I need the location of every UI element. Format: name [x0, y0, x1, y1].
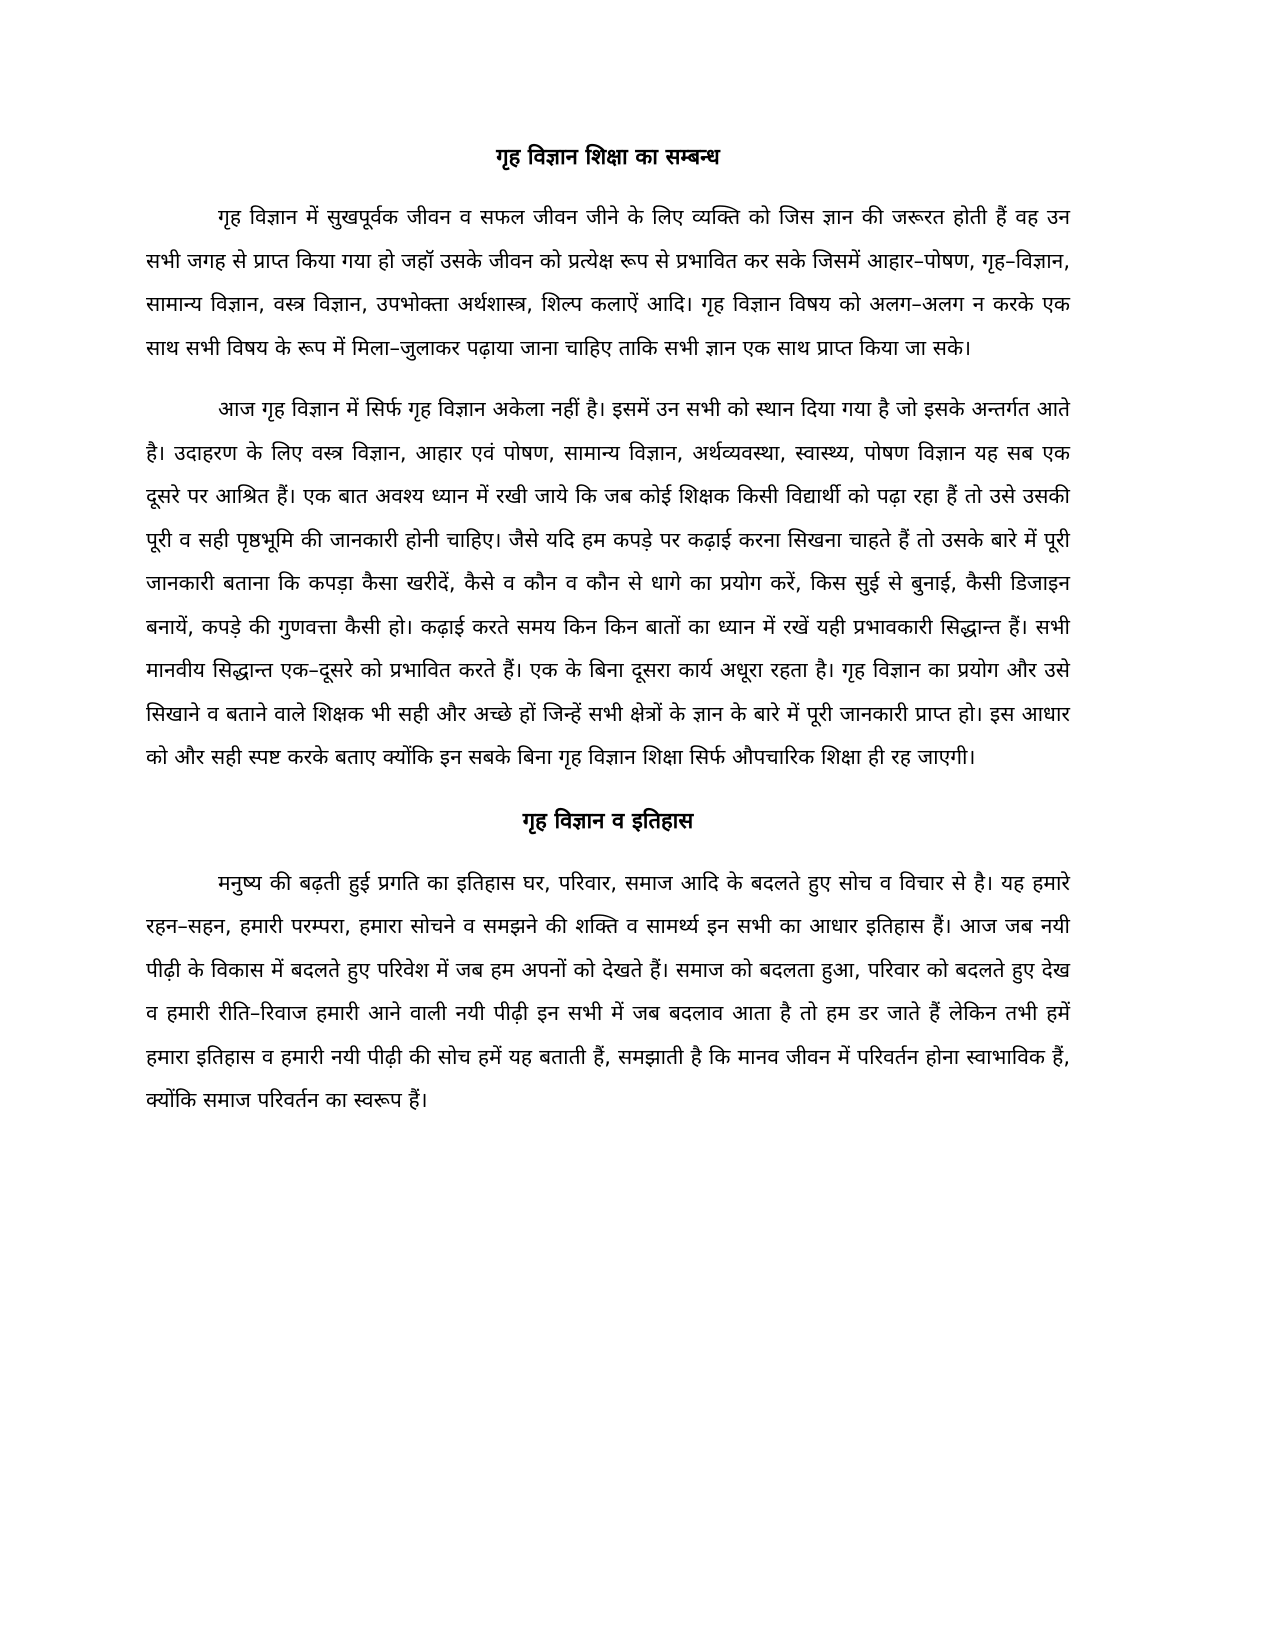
section-heading-relation: गृह विज्ञान शिक्षा का सम्बन्ध — [496, 145, 720, 170]
paragraph-relation-1: गृह विज्ञान में सुखपूर्वक जीवन व सफल जीवन जीने के लिए व्यक्ति को जिस ज्ञान की जरूरत होती हैं वह उन सभी जगह से प्राप्त किया गया हो जहॉ उसके जीवन को प्रत्येक्ष रूप से प्रभावित कर सके जिसमें आहार–पोषण, गृह–विज्ञान, सामान्य विज्ञान, वस्त्र विज्ञान, उपभोक्ता अर्थशास्त्र, शिल्प कलाऐं आदि। गृह विज्ञान विषय को अलग–अलग न करके एक साथ सभी विषय के रूप में मिला–जुलाकर पढ़ाया जाना चाहिए ताकि सभी ज्ञान एक साथ प्राप्त किया जा सके। — [146, 205, 1070, 360]
section-heading-history: गृह विज्ञान व इतिहास — [522, 808, 694, 834]
paragraph-relation-2: आज गृह विज्ञान में सिर्फ गृह विज्ञान अकेला नहीं है। इसमें उन सभी को स्थान दिया गया है जो इसके अन्तर्गत आते है। उदाहरण के लिए वस्त्र विज्ञान, आहार एवं पोषण, सामान्य विज्ञान, अर्थव्यवस्था, स्वास्थ्य, पोषण विज्ञान यह सब एक दूसरे पर आश्रित हैं। एक बात अवश्य ध्यान में रखी जाये कि जब कोई शिक्षक किसी विद्यार्थी को पढ़ा रहा हैं तो उसे उसकी पूरी व सही पृष्ठभूमि की जानकारी होनी चाहिए। जैसे यदि हम कपड़े पर कढ़ाई करना सिखना चाहते हैं तो उसके बारे में पूरी जानकारी बताना कि कपड़ा कैसा खरीदें, कैसे व कौन व कौन से धागे का प्रयोग करें, किस सुई से बुनाई, कैसी डिजाइन बनायें, कपड़े की गुणवत्ता कैसी हो। कढ़ाई करते समय किन किन बातों का ध्यान में रखें यही प्रभावकारी सिद्धान्त हैं। सभी मानवीय सिद्धान्त एक–दूसरे को प्रभावित करते हैं। एक के बिना दूसरा कार्य अधूरा रहता है। गृह विज्ञान का प्रयोग और उसे सिखाने व बताने वाले शिक्षक भी सही और अच्छे हों जिन्हें सभी क्षेत्रों के ज्ञान के बारे में पूरी जानकारी प्राप्त हो। इस आधार को और सही स्पष्ट करके बताए क्योंकि इन सबके बिना गृह विज्ञान शिक्षा सिर्फ औपचारिक शिक्षा ही रह जाएगी। — [146, 397, 1070, 769]
paragraph-history-1: मनुष्य की बढ़ती हुई प्रगति का इतिहास घर, परिवार, समाज आदि के बदलते हुए सोच व विचार से है। यह हमारे रहन–सहन, हमारी परम्परा, हमारा सोचने व समझने की शक्ति व सामर्थ्य इन सभी का आधार इतिहास हैं। आज जब नयी पीढ़ी के विकास में बदलते हुए परिवेश में जब हम अपनों को देखते हैं। समाज को बदलता हुआ, परिवार को बदलते हुए देख व हमारी रीति–रिवाज हमारी आने वाली नयी पीढ़ी इन सभी में जब बदलाव आता है तो हम डर जाते हैं लेकिन तभी हमें हमारा इतिहास व हमारी नयी पीढ़ी की सोच हमें यह बताती हैं, समझाती है कि मानव जीवन में परिवर्तन होना स्वाभाविक हैं, क्योंकि समाज परिवर्तन का स्वरूप हैं। — [146, 870, 1070, 1112]
document-page — [146, 138, 1070, 1123]
